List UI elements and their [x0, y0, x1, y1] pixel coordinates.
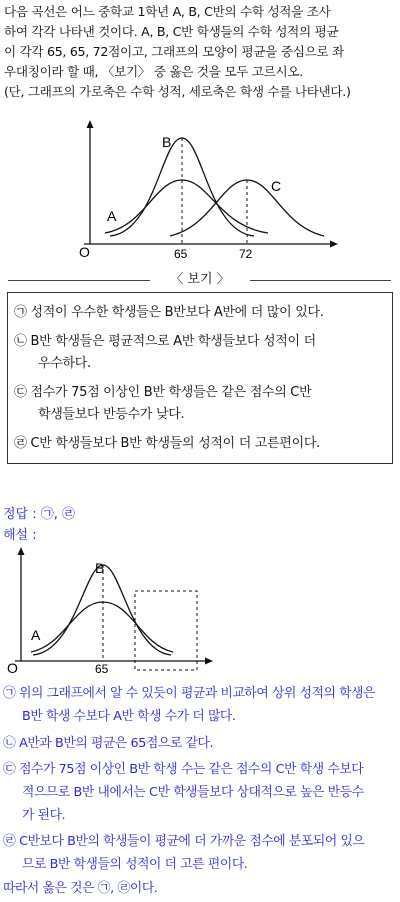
bogi-item: ㉣ C반 학생들보다 B반 학생들의 성적이 더 고른편이다.: [14, 436, 320, 451]
question-text: [4, 2, 398, 102]
curve-a: [31, 602, 173, 652]
bogi-title: 〈 보기 〉: [170, 272, 230, 287]
explanation-graph: [3, 545, 223, 677]
explanation-line: ㉢ 점수가 75점 이상인 B반 학생 수는 같은 점수의 C반 학생 수보다: [3, 762, 364, 777]
question-line: 하여 각각 나타낸 것이다. A, B, C반 학생들의 수학 성적의 평균: [4, 24, 339, 39]
x-axis-arrow: [330, 241, 338, 248]
label-a: A: [107, 208, 117, 224]
bogi-item: ㉢ 점수가 75점 이상인 B반 학생들은 같은 점수의 C반: [14, 385, 312, 400]
tick-65: 65: [95, 662, 109, 676]
question-line: (단, 그래프의 가로축은 수학 성적, 세로축은 학생 수를 나타낸다.): [4, 84, 351, 99]
label-a: A: [31, 627, 41, 643]
curve-b: [33, 565, 171, 655]
label-origin: O: [79, 244, 90, 260]
answer-label: 정답 : ㉠, ㉣: [3, 507, 76, 522]
bogi-item-cont: 학생들보다 반등수가 낮다.: [38, 407, 185, 422]
x-axis-arrow: [205, 658, 213, 665]
explanation-line: 므로 B반 학생들의 성적이 더 고른 편이다.: [22, 857, 248, 872]
explanation-conclusion: 따라서 옳은 것은 ㉠, ㉣이다.: [3, 881, 158, 896]
label-b: B: [162, 134, 172, 150]
explanation-line: B반 학생 수보다 A반 학생 수가 더 많다.: [22, 709, 236, 724]
explanation-line: 가 된다.: [22, 808, 66, 823]
tick-72: 72: [239, 247, 253, 261]
explanation-line: 적으므로 B반 내에서는 C반 학생들보다 상대적으로 높은 반등수: [22, 785, 364, 800]
explanation-line: ㉠ 위의 그래프에서 알 수 있듯이 평균과 비교하여 상위 성적의 학생은: [3, 686, 376, 701]
curve-a: [105, 180, 268, 233]
bogi-box: [7, 292, 393, 464]
y-axis-arrow: [18, 547, 25, 555]
tick-65: 65: [174, 247, 188, 261]
label-origin: O: [7, 660, 18, 676]
bogi-header: [0, 270, 400, 290]
explanation-line: ㉣ C반보다 B반의 학생들이 평균에 더 가까운 점수에 분포되어 있으: [3, 834, 365, 849]
bogi-item: ㉠ 성적이 우수한 학생들은 B반보다 A반에 더 많이 있다.: [14, 305, 324, 320]
explanation-line: ㉡ A반과 B반의 평균은 65점으로 같다.: [3, 736, 214, 751]
label-c: C: [271, 178, 282, 194]
question-line: 이 각각 65, 65, 72점이고, 그래프의 모양이 평균을 중심으로 좌: [4, 44, 344, 59]
question-line: 우대칭이라 할 때, 〈보기〉 중 옳은 것을 모두 고르시오.: [4, 64, 303, 79]
explanation-label: 해설 :: [3, 528, 37, 543]
bogi-item-cont: 우수하다.: [38, 356, 91, 371]
label-b: B: [95, 560, 105, 576]
bogi-item: ㉡ B반 학생들은 평균적으로 A반 학생들보다 성적이 더: [14, 334, 316, 349]
question-line: 다음 곡선은 어느 중학교 1학년 A, B, C반의 수학 성적을 조사: [4, 4, 331, 19]
y-axis-arrow: [87, 120, 94, 128]
distribution-graph: [70, 120, 340, 262]
highlight-box: [135, 591, 197, 670]
